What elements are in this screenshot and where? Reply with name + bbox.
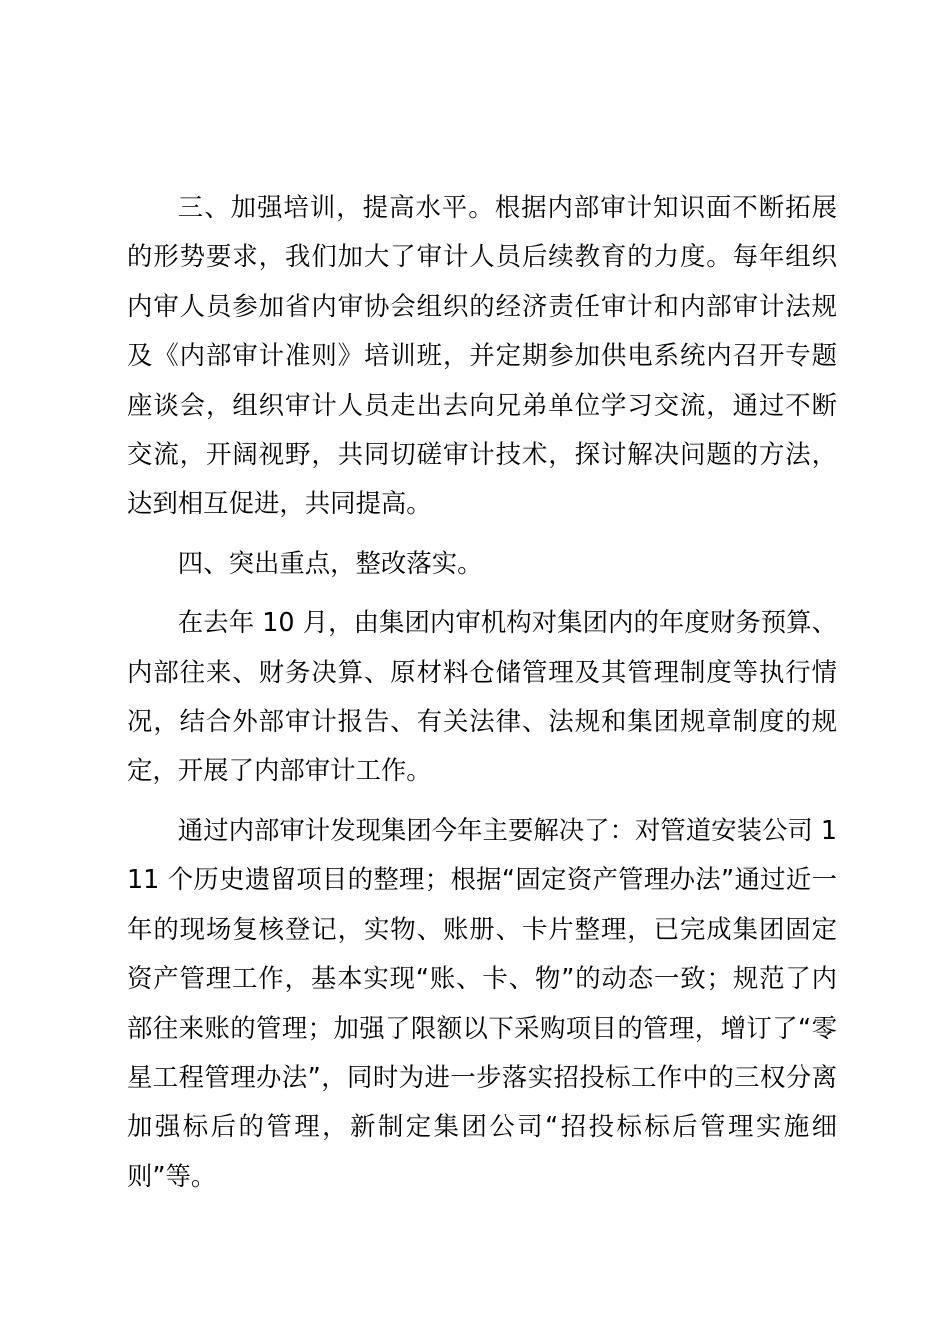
paragraph-focus-heading: 四、突出重点，整改落实。 [177,547,483,578]
paragraph-training: 三、加强培训，提高水平。根据内部审计知识面不断拓展的形势要求，我们加大了审计人员后续教育的力度。每年组织内审人员参加省内审协会组织的经济责任审计和内部审计法规及《内部审计准则》培训班，并定期参加供电系统内召开专题座谈会，组织审计人员走出去向兄弟单位学习交流，通过不断交流，开阔视野，共同切磋审计技术，探讨解决问题的方法，达到相互促进，共同提高。 [127,192,837,519]
document-body [127,183,837,1201]
paragraph-internal-audit: 在去年 10 月，由集团内审机构对集团内的年度财务预算、内部往来、财务决算、原材料仓储管理及其管理制度等执行情况，结合外部审计报告、有关法律、法规和集团规章制度的规定，开展了内部审计工作。 [127,607,837,786]
paragraph-audit-results: 通过内部审计发现集团今年主要解决了：对管道安装公司 111 个历史遗留项目的整理；根据“固定资产管理办法”通过近一年的现场复核登记，实物、账册、卡片整理，已完成集团固定资产管理工作，基本实现“账、卡、物”的动态一致；规范了内部往来账的管理；加强了限额以下采购项目的管理，增订了“零星工程管理办法”，同时为进一步落实招投标工作中的三权分离加强标后的管理，新制定集团公司“招投标标后管理实施细则”等。 [127,814,837,1191]
